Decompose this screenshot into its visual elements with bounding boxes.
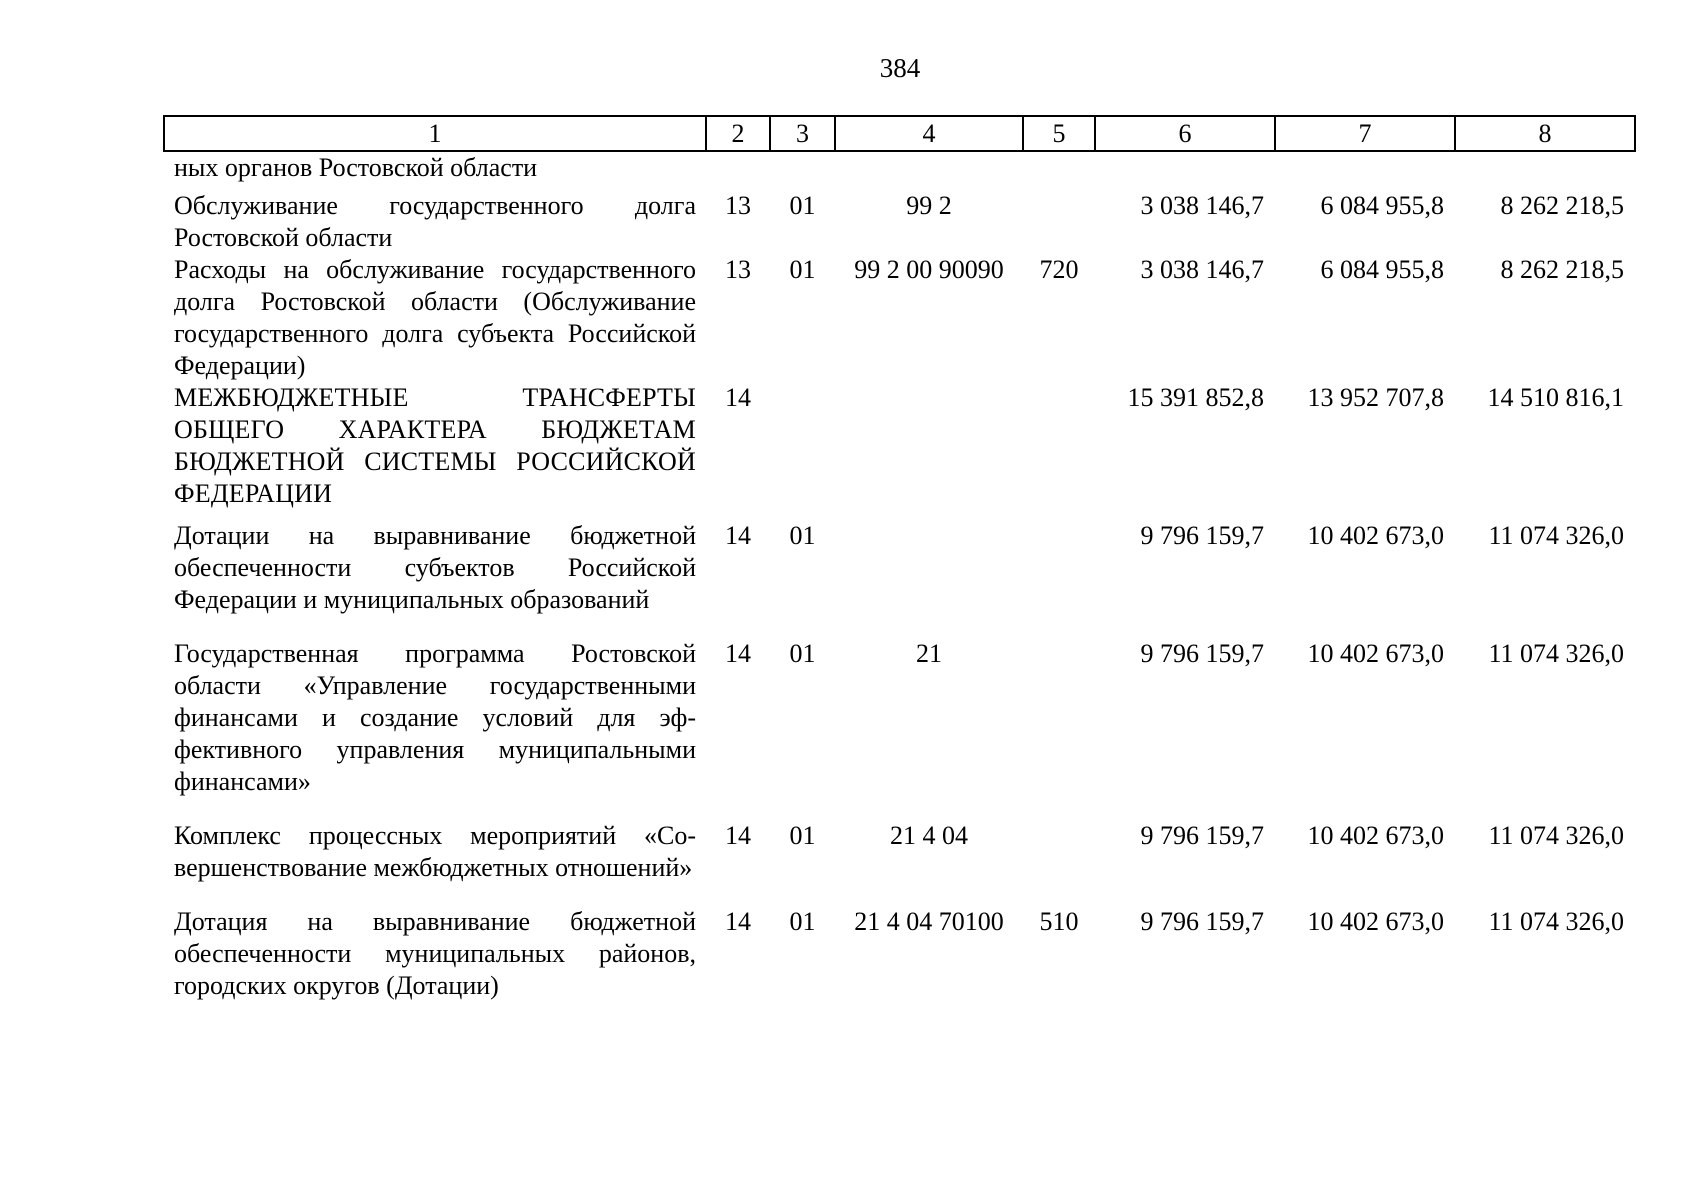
row-amount-8: 8 262 218,5 bbox=[1500, 255, 1624, 284]
column-header-4: 4 bbox=[835, 116, 1023, 151]
budget-table bbox=[163, 115, 1636, 1002]
row-expense-type bbox=[1023, 520, 1095, 638]
row-amount-6: 9 796 159,7 bbox=[1140, 907, 1264, 936]
row-name: МЕЖБЮДЖЕТНЫЕ ТРАНСФЕРТЫ ОБЩЕГО ХАРАКТЕРА БЮДЖЕТАМ БЮДЖЕТНОЙ СИСТЕМЫ РОССИЙСКОЙ ФЕДЕРАЦИИ bbox=[174, 383, 696, 508]
row-section: 14 bbox=[725, 639, 751, 668]
row-section: 13 bbox=[725, 191, 751, 220]
row-target-article: 99 2 00 90090 bbox=[854, 255, 1004, 284]
row-amount-8 bbox=[1455, 151, 1635, 190]
row-amount-6: 9 796 159,7 bbox=[1140, 821, 1264, 850]
table-header-row bbox=[164, 116, 1635, 151]
row-amount-8: 11 074 326,0 bbox=[1488, 521, 1624, 550]
row-amount-7: 6 084 955,8 bbox=[1320, 255, 1444, 284]
table-row bbox=[164, 520, 1635, 638]
table-row bbox=[164, 382, 1635, 520]
table-row bbox=[164, 906, 1635, 1002]
row-target-article bbox=[835, 520, 1023, 638]
row-subsection: 01 bbox=[789, 639, 816, 668]
row-expense-type: 720 bbox=[1039, 255, 1079, 284]
table-row bbox=[164, 151, 1635, 190]
row-amount-8: 11 074 326,0 bbox=[1488, 639, 1624, 668]
row-expense-type bbox=[1023, 638, 1095, 820]
table-row bbox=[164, 190, 1635, 254]
row-name: Дотации на выравнивание бюджетной обеспеченности субъектов Российской Федерации и муниципальных образований bbox=[174, 521, 696, 614]
row-expense-type bbox=[1023, 382, 1095, 520]
row-name: Государственная программа Ростовской области «Управление государственными финансами и создание условий для эффективного управления муниципальными финансами» bbox=[174, 639, 696, 796]
row-target-article: 21 4 04 bbox=[890, 821, 968, 850]
row-section: 14 bbox=[725, 521, 751, 550]
row-amount-7: 10 402 673,0 bbox=[1307, 521, 1444, 550]
row-subsection: 01 bbox=[789, 907, 816, 936]
table-row bbox=[164, 638, 1635, 820]
row-name: Комплекс процессных мероприятий «Совершенствование межбюджетных отношений» bbox=[174, 821, 696, 882]
row-amount-6 bbox=[1095, 151, 1275, 190]
row-target-article: 21 bbox=[916, 639, 942, 668]
row-name: Дотация на выравнивание бюджетной обеспеченности муниципальных районов, городских округов (Дотации) bbox=[174, 907, 696, 1000]
row-subsection bbox=[770, 151, 835, 190]
row-section: 13 bbox=[725, 255, 751, 284]
row-amount-7: 10 402 673,0 bbox=[1307, 907, 1444, 936]
row-amount-8: 14 510 816,1 bbox=[1487, 383, 1624, 412]
row-expense-type bbox=[1023, 820, 1095, 906]
row-name: Обслуживание государственного долга Ростовской области bbox=[174, 191, 696, 252]
row-amount-7: 10 402 673,0 bbox=[1307, 639, 1444, 668]
row-subsection bbox=[770, 382, 835, 520]
row-expense-type bbox=[1023, 190, 1095, 254]
column-header-1: 1 bbox=[164, 116, 706, 151]
row-subsection: 01 bbox=[789, 255, 816, 284]
page-number: 384 bbox=[879, 53, 921, 83]
row-expense-type: 510 bbox=[1039, 907, 1079, 936]
row-amount-7 bbox=[1275, 151, 1455, 190]
column-header-3: 3 bbox=[770, 116, 835, 151]
row-amount-7: 13 952 707,8 bbox=[1307, 383, 1444, 412]
row-amount-6: 3 038 146,7 bbox=[1140, 191, 1264, 220]
row-amount-6: 15 391 852,8 bbox=[1127, 383, 1264, 412]
row-amount-8: 8 262 218,5 bbox=[1500, 191, 1624, 220]
row-amount-8: 11 074 326,0 bbox=[1488, 907, 1624, 936]
row-section: 14 bbox=[725, 383, 751, 412]
row-section: 14 bbox=[725, 907, 751, 936]
row-amount-8: 11 074 326,0 bbox=[1488, 821, 1624, 850]
row-target-article: 21 4 04 70100 bbox=[854, 907, 1004, 936]
column-header-8: 8 bbox=[1455, 116, 1635, 151]
row-section bbox=[706, 151, 770, 190]
row-target-article bbox=[835, 151, 1023, 190]
row-target-article: 99 2 bbox=[906, 191, 952, 220]
column-header-7: 7 bbox=[1275, 116, 1455, 151]
row-target-article bbox=[835, 382, 1023, 520]
row-amount-6: 9 796 159,7 bbox=[1140, 639, 1264, 668]
row-subsection: 01 bbox=[789, 821, 816, 850]
row-expense-type bbox=[1023, 151, 1095, 190]
row-subsection: 01 bbox=[789, 521, 816, 550]
row-amount-6: 9 796 159,7 bbox=[1140, 521, 1264, 550]
table-row bbox=[164, 254, 1635, 382]
row-section: 14 bbox=[725, 821, 751, 850]
column-header-2: 2 bbox=[706, 116, 770, 151]
row-amount-6: 3 038 146,7 bbox=[1140, 255, 1264, 284]
column-header-5: 5 bbox=[1023, 116, 1095, 151]
row-amount-7: 6 084 955,8 bbox=[1320, 191, 1444, 220]
column-header-6: 6 bbox=[1095, 116, 1275, 151]
row-amount-7: 10 402 673,0 bbox=[1307, 821, 1444, 850]
row-name: ных органов Ростовской области bbox=[174, 153, 538, 182]
row-name: Расходы на обслуживание государственного долга Ростовской области (Обслуживание государственного долга субъекта Российской Федерации) bbox=[174, 255, 696, 380]
row-subsection: 01 bbox=[789, 191, 816, 220]
table-row bbox=[164, 820, 1635, 906]
